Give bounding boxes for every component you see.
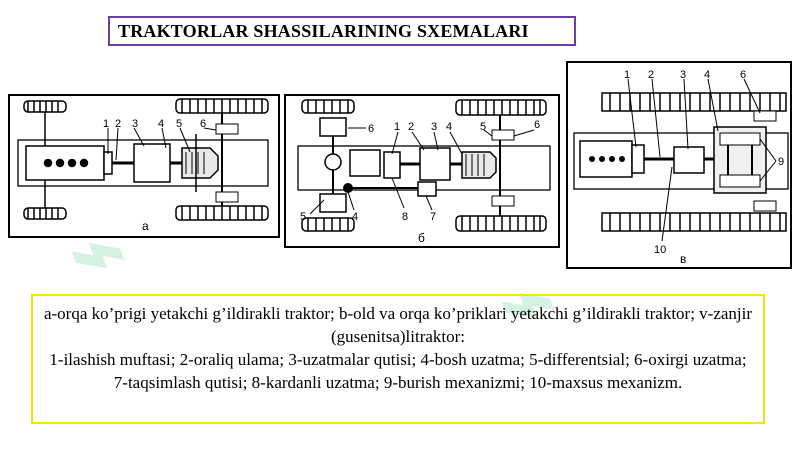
label-c-6: 6 <box>740 69 747 81</box>
panel-b-letter: б <box>418 231 425 245</box>
tractor-a-schematic <box>10 96 282 240</box>
label-a-2: 2 <box>115 118 122 130</box>
label-c-10: 10 <box>654 244 667 256</box>
label-c-2: 2 <box>648 69 655 81</box>
rear-wheel-bottom <box>176 206 268 220</box>
watermark-right: ⌁ <box>484 246 570 360</box>
rear-wheel-bottom <box>456 216 546 231</box>
label-b-4: 4 <box>446 121 453 133</box>
front-wheel-top <box>302 100 354 113</box>
panel-c-letter: в <box>680 252 687 266</box>
label-a-3: 3 <box>132 118 139 130</box>
diagram-panel-b <box>284 94 560 248</box>
label-b-1: 1 <box>394 121 401 133</box>
legend-caption <box>31 294 765 424</box>
label-c-9: 9 <box>778 156 785 168</box>
label-b-4-front: 4 <box>352 211 359 223</box>
label-b-5: 5 <box>480 121 487 133</box>
rear-wheel-top <box>176 99 268 113</box>
label-b-8: 8 <box>402 211 409 223</box>
caption-types: a-orqa ko’prigi yetakchi g’ildirakli traktor; b-old va orqa ko’priklari yetakchi g’ildirakli traktor; v-zanjir (gusenitsa)litraktor: <box>43 304 753 346</box>
label-b-6-front: 6 <box>368 123 375 135</box>
diagram-panel-a <box>8 94 280 238</box>
label-b-2: 2 <box>408 121 415 133</box>
label-b-5-front: 5 <box>300 211 307 223</box>
rear-wheel-top <box>456 100 546 115</box>
front-wheel-bottom <box>24 208 66 219</box>
diagram-panel-c <box>566 61 792 269</box>
label-a-6: 6 <box>200 118 207 130</box>
front-wheel-bottom <box>302 218 354 231</box>
label-a-5: 5 <box>176 118 183 130</box>
label-c-1: 1 <box>624 69 631 81</box>
tractor-b-schematic <box>286 96 562 250</box>
caption-parts: 1-ilashish muftasi; 2-oraliq ulama; 3-uzatmalar qutisi; 4-bosh uzatma; 5-differentsial; 6-oxirgi uzatma; 7-taqsimlash qutisi; 8-kardanli uzatma; 9-burish mexanizmi; 10-maxsus mexanizm. <box>49 350 747 392</box>
label-a-4: 4 <box>158 118 165 130</box>
label-c-3: 3 <box>680 69 687 81</box>
page-title: TRAKTORLAR SHASSILARINING SXEMALARI <box>108 16 576 46</box>
watermark-left: ⌁ <box>54 196 140 310</box>
label-a-1: 1 <box>103 118 110 130</box>
tractor-c-schematic <box>568 63 794 271</box>
label-b-3: 3 <box>431 121 438 133</box>
label-c-4: 4 <box>704 69 711 81</box>
label-b-7: 7 <box>430 211 437 223</box>
front-wheel-top <box>24 101 66 112</box>
label-b-6-rear: 6 <box>534 119 541 131</box>
track-bottom <box>602 213 786 231</box>
engine-block <box>26 146 104 180</box>
panel-a-letter: а <box>142 219 149 233</box>
